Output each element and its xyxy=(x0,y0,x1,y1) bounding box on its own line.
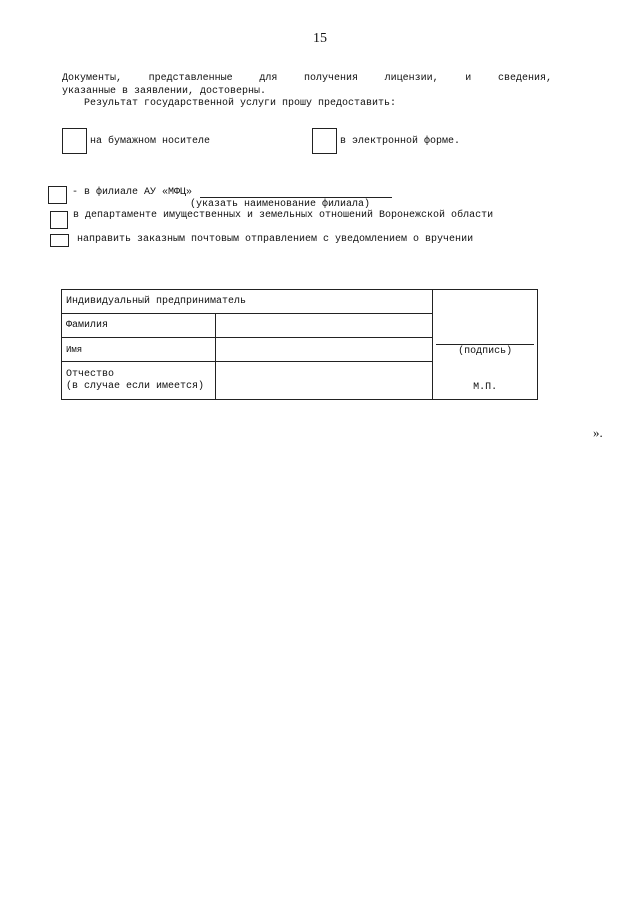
department-option-label: в департаменте имущественных и земельных отношений Воронежской области xyxy=(73,210,494,221)
word: для xyxy=(259,73,278,84)
surname-field[interactable] xyxy=(215,314,433,338)
mail-option-label: направить заказным почтовым отправлением с уведомлением о вручении xyxy=(77,234,474,245)
table-header: Индивидуальный предприниматель xyxy=(62,290,433,314)
paper-checkbox[interactable] xyxy=(62,128,87,154)
paper-option-label: на бумажном носителе xyxy=(90,136,211,147)
name-label: Имя xyxy=(62,338,216,362)
branch-checkbox[interactable] xyxy=(48,186,67,204)
branch-name-line[interactable] xyxy=(200,197,392,198)
word: представленные xyxy=(148,73,233,84)
patronymic-label xyxy=(62,362,216,400)
electronic-checkbox[interactable] xyxy=(312,128,337,154)
mail-checkbox[interactable] xyxy=(50,234,69,247)
name-field[interactable] xyxy=(215,338,433,362)
patronymic-field[interactable] xyxy=(215,362,433,400)
surname-label: Фамилия xyxy=(62,314,216,338)
word: лицензии, xyxy=(384,73,439,84)
signature-cell xyxy=(433,290,538,400)
paragraph-line-2: указанные в заявлении, достоверны. xyxy=(62,86,267,97)
word: получения xyxy=(303,73,358,84)
word: Документы, xyxy=(62,73,123,84)
patronymic-label-line-2: (в случае если имеется) xyxy=(66,380,205,392)
word: сведения, xyxy=(497,73,552,84)
patronymic-label-line-1: Отчество xyxy=(66,368,115,380)
entrepreneur-table xyxy=(61,289,538,400)
stamp-label: М.П. xyxy=(473,382,498,393)
paragraph-line-3: Результат государственной услуги прошу предоставить: xyxy=(84,98,397,109)
word: и xyxy=(465,73,472,84)
signature-line[interactable] xyxy=(436,344,534,345)
electronic-option-label: в электронной форме. xyxy=(340,136,461,147)
branch-option-label: - в филиале АУ «МФЦ» xyxy=(72,187,193,198)
page-number: 15 xyxy=(313,31,327,46)
paragraph-line-1 xyxy=(62,73,552,85)
department-checkbox[interactable] xyxy=(50,211,68,229)
closing-mark: ». xyxy=(593,425,603,440)
signature-label: (подпись) xyxy=(458,346,513,357)
branch-hint: (указать наименование филиала) xyxy=(190,199,371,210)
